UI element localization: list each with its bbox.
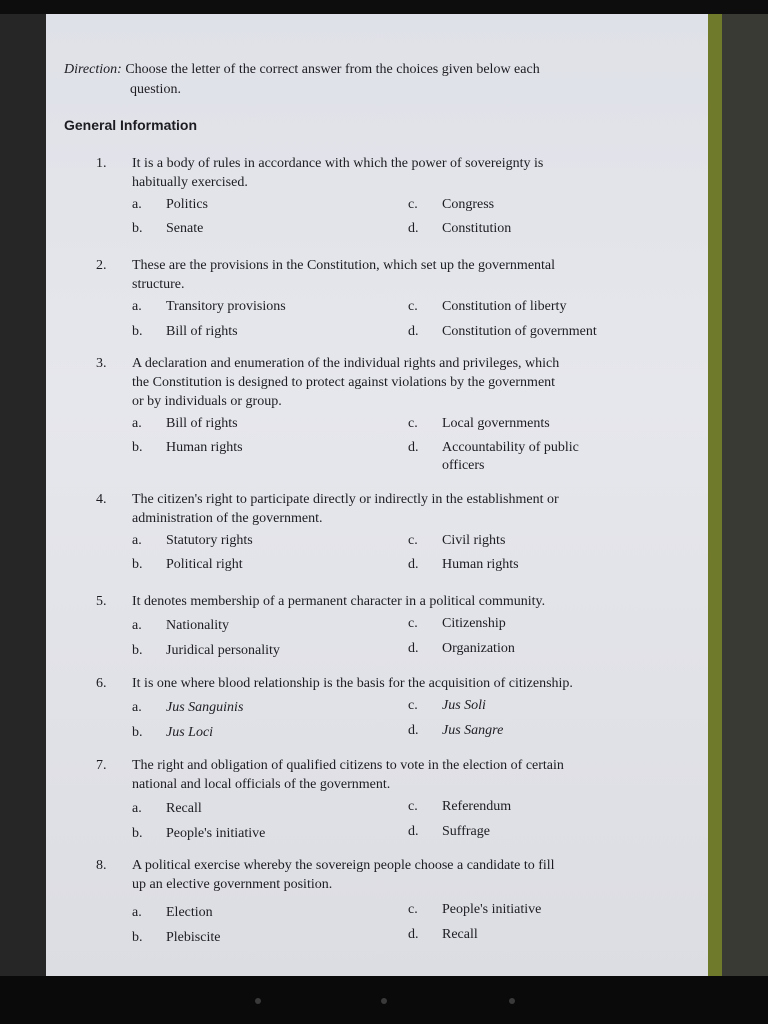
choice-text: People's initiative — [166, 826, 266, 841]
choices — [132, 798, 656, 844]
question-text-line: the Constitution is designed to protect against violations by the government — [132, 375, 556, 390]
nav-recents-icon[interactable] — [509, 998, 515, 1004]
choice-text: Constitution — [442, 221, 512, 236]
choice-text: Recall — [166, 801, 202, 816]
choice-text: Suffrage — [442, 824, 490, 839]
choice-letter: b. — [132, 826, 143, 841]
question-text-line: administration of the government. — [132, 511, 323, 526]
choice-text: Jus Loci — [166, 725, 214, 740]
question-2 — [96, 256, 656, 344]
direction-label: Direction: — [64, 62, 122, 77]
choice-letter: a. — [132, 801, 142, 816]
choice-text: Transitory provisions — [166, 299, 286, 314]
choice-b[interactable] — [132, 929, 220, 947]
question-number: 2. — [96, 258, 107, 273]
question-number: 1. — [96, 156, 107, 171]
question-text — [132, 490, 656, 528]
choice-d[interactable] — [408, 926, 478, 944]
exam-paper — [46, 14, 708, 976]
question-text — [132, 592, 656, 611]
choices — [132, 196, 656, 242]
question-text-line: habitually exercised. — [132, 175, 248, 190]
nav-home-icon[interactable] — [381, 998, 387, 1004]
choice-letter: c. — [408, 616, 418, 631]
bottom-nav-bar — [0, 976, 768, 1024]
choice-d[interactable] — [408, 220, 511, 238]
question-1 — [96, 154, 656, 242]
question-number: 7. — [96, 758, 107, 773]
choice-text: Plebiscite — [166, 930, 221, 945]
question-number: 4. — [96, 492, 107, 507]
choice-letter: a. — [132, 416, 142, 431]
question-text-line: It denotes membership of a permanent character in a political community. — [132, 594, 546, 609]
choice-letter: c. — [408, 533, 418, 548]
choice-text: Jus Soli — [442, 698, 486, 713]
choices — [132, 532, 656, 578]
choice-letter: b. — [132, 440, 143, 455]
question-text — [132, 856, 656, 894]
choice-text-line: officers — [442, 458, 485, 473]
choice-letter: d. — [408, 557, 419, 572]
question-7 — [96, 756, 656, 844]
choice-b[interactable] — [132, 220, 203, 238]
direction-block — [64, 60, 664, 100]
question-text-line: A declaration and enumeration of the individual rights and privileges, which — [132, 356, 560, 371]
choice-letter: d. — [408, 440, 419, 455]
choice-a[interactable] — [132, 415, 238, 433]
choice-a[interactable] — [132, 904, 213, 922]
choice-text: Bill of rights — [166, 416, 238, 431]
question-6 — [96, 674, 656, 743]
question-text — [132, 154, 656, 192]
choice-letter: c. — [408, 416, 418, 431]
choice-letter: b. — [132, 643, 143, 658]
choice-letter: a. — [132, 197, 142, 212]
choice-text: Constitution of government — [442, 324, 597, 339]
question-text-line: or by individuals or group. — [132, 394, 282, 409]
choice-b[interactable] — [132, 439, 243, 457]
question-text — [132, 756, 656, 794]
choices — [132, 615, 656, 661]
choice-b[interactable] — [132, 724, 213, 742]
choice-text: Election — [166, 905, 213, 920]
choices — [132, 415, 656, 479]
question-number: 3. — [96, 356, 107, 371]
choice-c[interactable] — [408, 798, 511, 816]
question-text-line: It is one where blood relationship is the basis for the acquisition of citizenship. — [132, 676, 573, 691]
choice-c[interactable] — [408, 415, 550, 433]
question-text-line: structure. — [132, 277, 185, 292]
choice-d[interactable] — [408, 439, 579, 475]
right-background — [720, 14, 768, 976]
choice-letter: b. — [132, 725, 143, 740]
choice-letter: d. — [408, 324, 419, 339]
choice-letter: d. — [408, 641, 419, 656]
choice-d[interactable] — [408, 722, 503, 740]
choice-letter: c. — [408, 799, 418, 814]
choice-letter: b. — [132, 930, 143, 945]
choice-letter: b. — [132, 324, 143, 339]
choice-text: Citizenship — [442, 616, 506, 631]
choice-b[interactable] — [132, 556, 243, 574]
choice-letter: a. — [132, 618, 142, 633]
choice-text: Political right — [166, 557, 243, 572]
choice-a[interactable] — [132, 699, 243, 717]
question-number: 5. — [96, 594, 107, 609]
choice-c[interactable] — [408, 532, 505, 550]
left-background — [0, 14, 46, 976]
choice-b[interactable] — [132, 642, 280, 660]
question-number: 8. — [96, 858, 107, 873]
question-text-line: The right and obligation of qualified citizens to vote in the election of certain — [132, 758, 564, 773]
choice-letter: b. — [132, 221, 143, 236]
choice-text: Recall — [442, 927, 478, 942]
choice-letter: d. — [408, 927, 419, 942]
question-text-line: The citizen's right to participate directly or indirectly in the establishment or — [132, 492, 559, 507]
choice-letter: c. — [408, 902, 418, 917]
direction-text-line1: Choose the letter of the correct answer from the choices given below each — [125, 62, 540, 77]
choice-text: Juridical personality — [166, 643, 280, 658]
question-text-line: up an elective government position. — [132, 877, 333, 892]
choice-letter: c. — [408, 299, 418, 314]
choice-text: Politics — [166, 197, 209, 212]
question-number: 6. — [96, 676, 107, 691]
choice-a[interactable] — [132, 617, 229, 635]
section-title: General Information — [64, 117, 198, 133]
choice-text: Jus Sanguinis — [166, 700, 244, 715]
choice-letter: b. — [132, 557, 143, 572]
choice-c[interactable] — [408, 298, 566, 316]
nav-back-icon[interactable] — [255, 998, 261, 1004]
choice-text: Local governments — [442, 416, 550, 431]
choice-b[interactable] — [132, 825, 265, 843]
choice-d[interactable] — [408, 556, 519, 574]
choice-text — [442, 439, 579, 475]
choice-c[interactable] — [408, 615, 506, 633]
question-text-line: It is a body of rules in accordance with which the power of sovereignty is — [132, 156, 544, 171]
question-4 — [96, 490, 656, 578]
choice-text: Constitution of liberty — [442, 299, 567, 314]
top-strip — [0, 0, 768, 14]
choice-c[interactable] — [408, 196, 494, 214]
choice-b[interactable] — [132, 323, 238, 341]
question-text — [132, 256, 656, 294]
green-folder-edge — [706, 14, 722, 976]
choice-letter: d. — [408, 221, 419, 236]
choice-letter: d. — [408, 723, 419, 738]
choices — [132, 298, 656, 344]
question-text-line: These are the provisions in the Constitution, which set up the governmental — [132, 258, 556, 273]
choice-letter: c. — [408, 698, 418, 713]
choice-text: Congress — [442, 197, 495, 212]
choice-text: Jus Sangre — [442, 723, 504, 738]
choice-text: People's initiative — [442, 902, 542, 917]
choice-letter: a. — [132, 700, 142, 715]
choice-text: Organization — [442, 641, 515, 656]
choice-d[interactable] — [408, 323, 597, 341]
choice-a[interactable] — [132, 298, 286, 316]
choice-letter: a. — [132, 299, 142, 314]
choice-text: Civil rights — [442, 533, 506, 548]
choice-text: Bill of rights — [166, 324, 238, 339]
choice-text: Human rights — [166, 440, 243, 455]
choice-c[interactable] — [408, 901, 541, 919]
choice-text: Referendum — [442, 799, 512, 814]
choice-text: Senate — [166, 221, 204, 236]
choice-d[interactable] — [408, 640, 515, 658]
choice-letter: a. — [132, 905, 142, 920]
question-text — [132, 674, 656, 693]
choice-text: Nationality — [166, 618, 229, 633]
question-5 — [96, 592, 656, 661]
question-8 — [96, 856, 656, 944]
question-text-line: national and local officials of the government. — [132, 777, 391, 792]
choice-c[interactable] — [408, 697, 486, 715]
choice-a[interactable] — [132, 196, 208, 214]
question-text — [132, 354, 656, 411]
choice-a[interactable] — [132, 532, 253, 550]
choice-text: Statutory rights — [166, 533, 253, 548]
question-text-line: A political exercise whereby the sovereign people choose a candidate to fill — [132, 858, 555, 873]
choice-a[interactable] — [132, 800, 202, 818]
choice-text: Human rights — [442, 557, 519, 572]
choice-d[interactable] — [408, 823, 490, 841]
question-3 — [96, 354, 656, 479]
choices — [132, 697, 656, 743]
choice-text-line: Accountability of public — [442, 440, 579, 455]
choices — [132, 898, 656, 944]
direction-text-line2: question. — [130, 82, 181, 97]
choice-letter: c. — [408, 197, 418, 212]
choice-letter: a. — [132, 533, 142, 548]
choice-letter: d. — [408, 824, 419, 839]
